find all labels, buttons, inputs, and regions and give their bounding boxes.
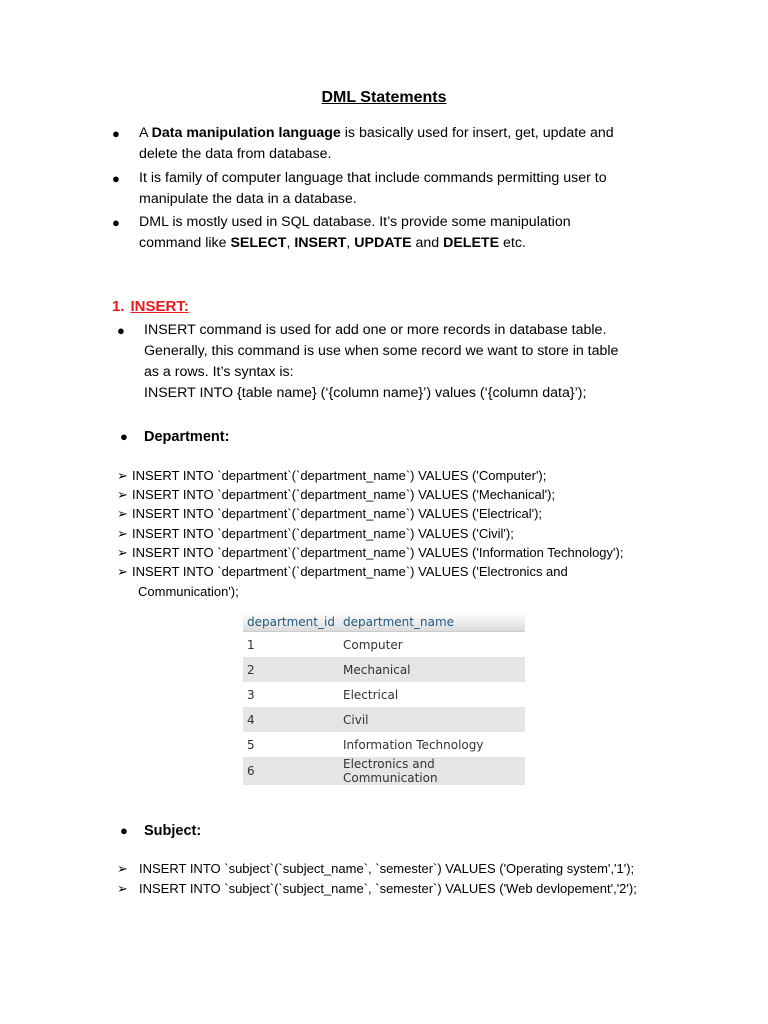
arrow-bullet-icon: ➢ xyxy=(117,506,128,521)
column-header: department_id xyxy=(243,612,339,632)
arrow-bullet-icon: ➢ xyxy=(117,881,128,896)
table-row: 4 Civil xyxy=(243,707,525,732)
table-row: 1 Computer xyxy=(243,632,525,658)
syntax-line: INSERT INTO {table name} (‘{column name}’) values (‘{column data}’); xyxy=(144,385,587,401)
page-title: DML Statements xyxy=(321,89,447,106)
department-statement-continuation: Communication'); xyxy=(138,584,239,599)
arrow-bullet-icon: ➢ xyxy=(117,487,128,502)
table-row: 6 Electronics and Communication xyxy=(243,757,525,785)
insert-section-heading: 1. INSERT: xyxy=(112,298,189,315)
bullet-dot-icon: ● xyxy=(117,323,125,338)
arrow-bullet-icon: ➢ xyxy=(117,545,128,560)
arrow-bullet-icon: ➢ xyxy=(117,468,128,483)
table-row: 3 Electrical xyxy=(243,682,525,707)
column-header: department_name xyxy=(339,612,525,632)
department-table xyxy=(243,612,525,785)
bullet-dot-icon: ● xyxy=(120,429,128,444)
table-header-row xyxy=(243,612,525,632)
bullet-dot-icon: ● xyxy=(112,126,120,141)
term-dml: Data manipulation language xyxy=(151,125,341,141)
arrow-bullet-icon: ➢ xyxy=(117,861,128,876)
arrow-bullet-icon: ➢ xyxy=(117,526,128,541)
bullet-dot-icon: ● xyxy=(112,215,120,230)
table-row: 2 Mechanical xyxy=(243,657,525,682)
bullet-dot-icon: ● xyxy=(120,823,128,838)
bullet-dot-icon: ● xyxy=(112,171,120,186)
table-row: 5 Information Technology xyxy=(243,732,525,757)
arrow-bullet-icon: ➢ xyxy=(117,564,128,579)
document-page: DML Statements ● A Data manipulation language is basically used for insert, get, update and delete the data from database. ● It is family of computer language that include commands permitting user to manipulate the data in a database. ● DML is mostly used in SQL database. It’s provide some manipulation command like SELECT, INSERT, UPDATE and DELETE etc. 1. INSERT: ● INSERT command is used for add one or more records in database table. Generally, this command is use when some record we want to store in table as a rows. It’s syntax is: INSERT INTO {table name} (‘{column name}’) values (‘{column data}’); ● Department: ➢ INSERT INTO `department`(`department_name`) VALUES ('Computer'); ➢ INSERT INTO `department`(`department_name`) VALUES ('Mechanical'); ➢ INSERT INTO `department`(`department_name`) VALUES ('Electrical'); ➢ INSERT INTO `department`(`department_name`) VALUES ('Civil'); ➢ INSERT INTO `department`(`department_name`) VALUES ('Information Technology'); ➢ INSERT INTO `department`(`department_name`) VALUES ('Electronics and Communication'); department_id department_name 1 Computer 2 Mechanical 3 Electrical 4 Civil 5 Information Technology 6 Electronics and Communication ● Subject: ➢ INSERT INTO `subject`(`subject_name`, `semester`) VALUES ('Operating system','1'); ➢ INSERT INTO `subject`(`subject_name`, `semester`) VALUES ('Web devlopement','2'); xyxy=(0,0,768,1024)
